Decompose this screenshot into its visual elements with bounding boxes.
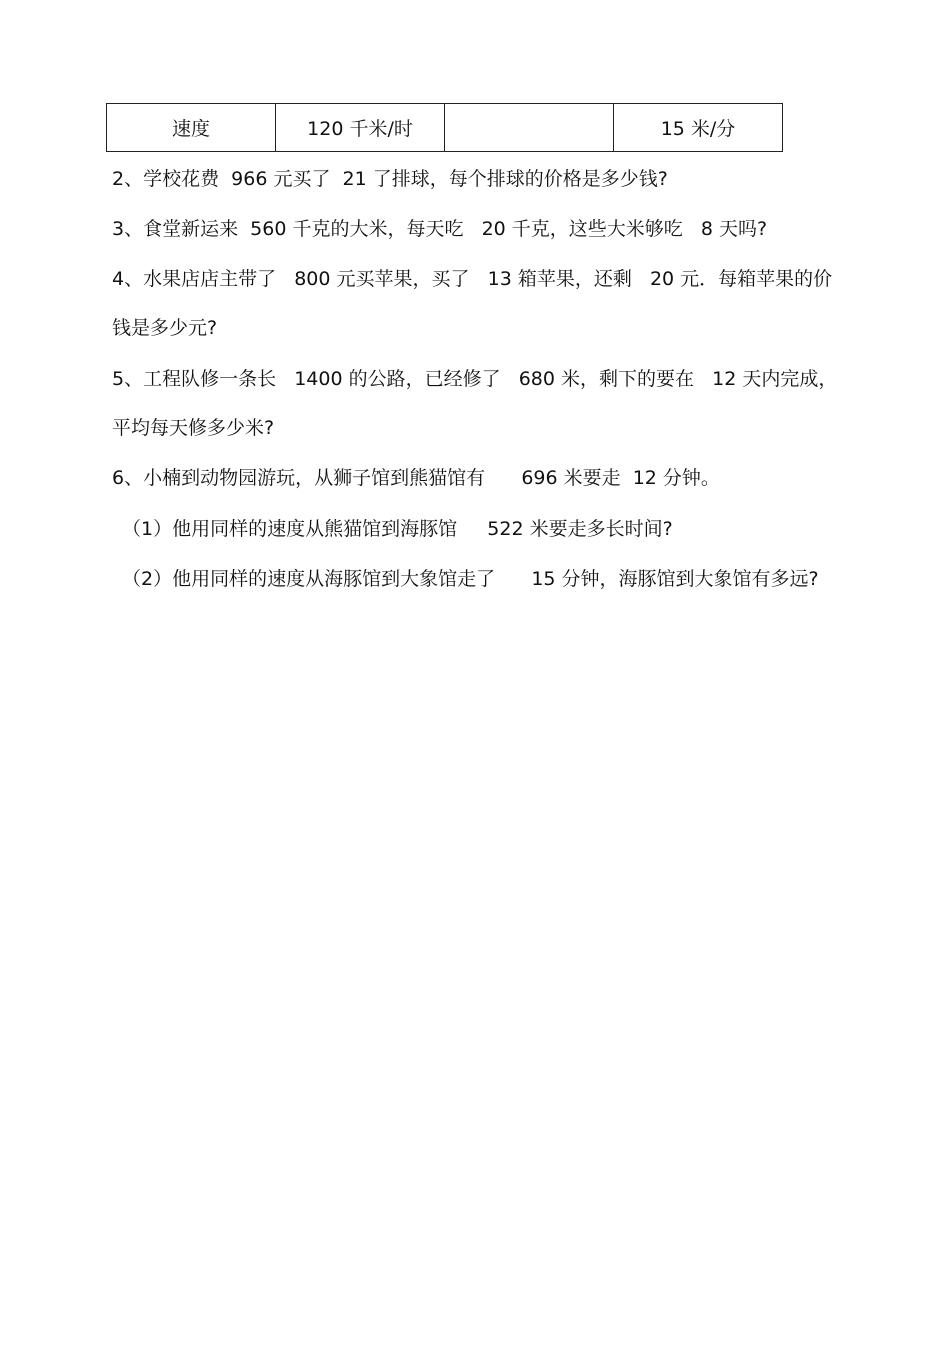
problem-6-part-2: （2）他用同样的速度从海豚馆到大象馆走了 15 分钟，海豚馆到大象馆有多远? (122, 568, 819, 590)
problem-4-line-2: 钱是多少元? (112, 317, 218, 339)
problem-6-part-1: （1）他用同样的速度从熊猫馆到海豚馆 522 米要走多长时间? (122, 518, 673, 540)
problem-4-line-1: 4、水果店店主带了 800 元买苹果，买了 13 箱苹果，还剩 20 元．每箱苹果的价 (112, 268, 833, 290)
table-cell-label: 速度 (107, 104, 276, 152)
table-cell: 120 千米/时 (276, 104, 445, 152)
table-row (107, 104, 783, 152)
problem-5-line-1: 5、工程队修一条长 1400 的公路，已经修了 680 米，剩下的要在 12 天内完成， (112, 368, 838, 390)
problem-6: 6、小楠到动物园游玩，从狮子馆到熊猫馆有 696 米要走 12 分钟。 (112, 467, 720, 489)
table-cell-empty (445, 104, 614, 152)
problem-5-line-2: 平均每天修多少米? (112, 417, 275, 439)
problem-2: 2、学校花费 966 元买了 21 了排球，每个排球的价格是多少钱? (112, 168, 668, 190)
problem-3: 3、食堂新运来 560 千克的大米，每天吃 20 千克，这些大米够吃 8 天吗? (112, 218, 768, 240)
table-cell: 15 米/分 (614, 104, 783, 152)
speed-table (106, 103, 783, 152)
